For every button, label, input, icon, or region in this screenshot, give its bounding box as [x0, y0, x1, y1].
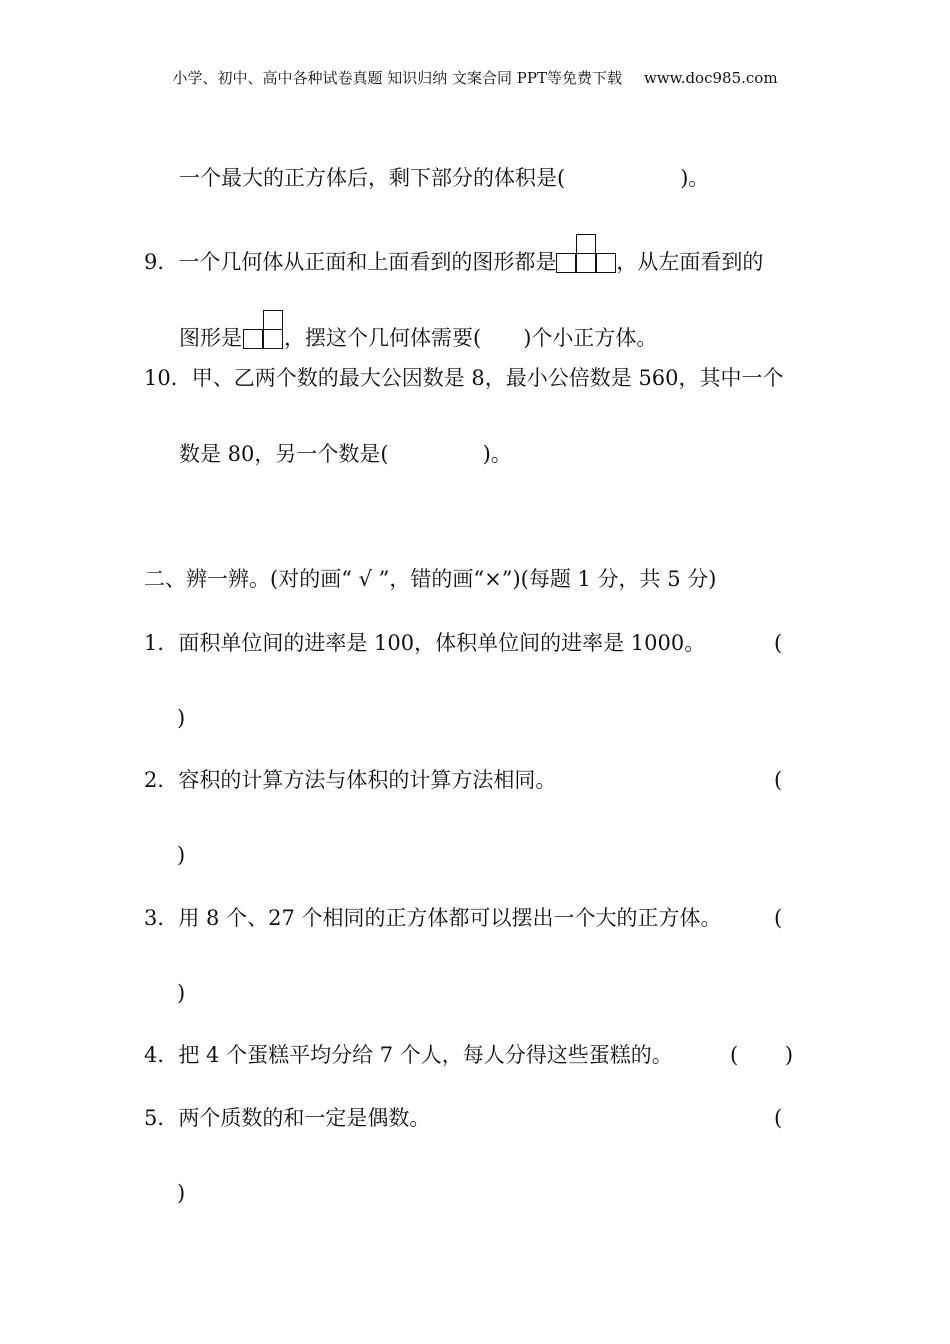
- q9-line1: [144, 234, 763, 276]
- header-text: 小学、初中、高中各种试卷真题 知识归纳 文案合同 PPT等免费下载: [172, 69, 622, 87]
- q8-text-after: )。: [680, 166, 710, 190]
- q10-line2-end: )。: [482, 442, 512, 466]
- answer-paren-open[interactable]: (: [774, 1106, 783, 1130]
- q10-text: 甲、乙两个数的最大公因数是 8，最小公倍数是 560，其中一个: [191, 366, 784, 390]
- header-url: www.doc985.com: [643, 69, 778, 87]
- judge-item-2: [144, 766, 556, 794]
- answer-paren-close[interactable]: ): [177, 981, 186, 1005]
- answer-paren-open[interactable]: (: [774, 768, 783, 792]
- left-view-figure-icon: [242, 310, 284, 350]
- judge-item-1: [144, 629, 705, 657]
- q10-line2: [179, 440, 512, 468]
- q8-text: 一个最大的正方体后，剩下部分的体积是(: [179, 166, 566, 190]
- answer-paren-close[interactable]: ): [177, 843, 186, 867]
- item-text: 两个质数的和一定是偶数。: [178, 1106, 431, 1130]
- q10-line1: [144, 364, 784, 392]
- front-top-view-figure-icon: [556, 234, 616, 274]
- q10-line2-text: 数是 80，另一个数是(: [179, 442, 389, 466]
- answer-paren[interactable]: ( ): [730, 1043, 794, 1067]
- q9-line2-text: 图形是: [179, 326, 242, 350]
- q9-text-after: ，从左面看到的: [616, 250, 764, 274]
- section-title: 二、辨一辨。(对的画“ √ ”，错的画“×”)(每题 1 分，共 5 分): [144, 567, 717, 591]
- answer-paren-open[interactable]: (: [774, 631, 783, 655]
- q9-line2-mid: ，摆这个几何体需要(: [284, 326, 482, 350]
- q9-number: 9．: [144, 250, 179, 274]
- item-text: 把 4 个蛋糕平均分给 7 个人，每人分得这些蛋糕的。: [178, 1043, 673, 1067]
- q9-line2-end: )个小正方体。: [523, 326, 658, 350]
- answer-paren-open[interactable]: (: [774, 906, 783, 930]
- item-number: 2．: [144, 768, 179, 792]
- item-number: 5．: [144, 1106, 179, 1130]
- answer-paren-close[interactable]: ): [177, 1181, 186, 1205]
- page-header: [0, 68, 950, 88]
- item-text: 面积单位间的进率是 100，体积单位间的进率是 1000。: [178, 631, 706, 655]
- judge-item-3: [144, 904, 721, 932]
- item-number: 1．: [144, 631, 179, 655]
- answer-paren-close[interactable]: ): [177, 706, 186, 730]
- q10-number: 10．: [144, 366, 192, 390]
- item-text: 容积的计算方法与体积的计算方法相同。: [178, 768, 557, 792]
- judge-item-5: [144, 1104, 430, 1132]
- q9-line2: [179, 310, 657, 352]
- judge-item-4: [144, 1041, 673, 1069]
- q9-text: 一个几何体从正面和上面看到的图形都是: [178, 250, 557, 274]
- item-number: 4．: [144, 1043, 179, 1067]
- q8-continuation: [179, 164, 709, 192]
- item-number: 3．: [144, 906, 179, 930]
- item-text: 用 8 个、27 个相同的正方体都可以摆出一个大的正方体。: [178, 906, 722, 930]
